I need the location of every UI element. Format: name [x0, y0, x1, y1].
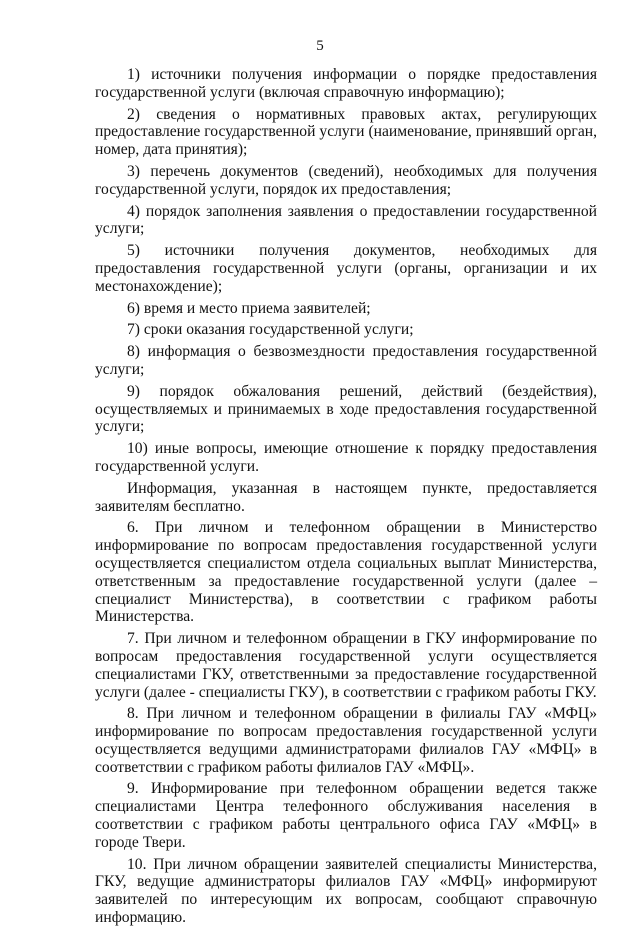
paragraph-clause-6: 6. При личном и телефонном обращении в Министерство информирование по вопросам предоставления государственной услуги осуществляется специалистом отдела социальных выплат Министерства, ответственным за предоставление государственной услуги (далее – специалист Министерства), в соответствии с графиком работы Министерства.	[95, 519, 597, 626]
page-number: 5	[316, 38, 324, 54]
list-item-documents-list: 3) перечень документов (сведений), необходимых для получения государственной услуги, порядок их предоставления;	[95, 162, 597, 198]
list-item-application-form: 4) порядок заполнения заявления о предоставлении государственной услуги;	[95, 202, 597, 238]
paragraph-clause-9: 9. Информирование при телефонном обращении ведется также специалистами Центра телефонного обслуживания населения в соответствии с графиком работы центрального офиса ГАУ «МФЦ» в городе Твери.	[95, 780, 597, 851]
document-body	[95, 66, 597, 931]
list-item-appeal-procedure: 9) порядок обжалования решений, действий (бездействия), осуществляемых и принимаемых в ходе предоставления государственной услуги;	[95, 382, 597, 436]
paragraph-free-info: Информация, указанная в настоящем пункте, предоставляется заявителям бесплатно.	[95, 479, 597, 515]
list-item-reception-time: 6) время и место приема заявителей;	[127, 299, 371, 317]
list-item-service-terms: 7) сроки оказания государственной услуги;	[127, 321, 414, 339]
paragraph-clause-8: 8. При личном и телефонном обращении в филиалы ГАУ «МФЦ» информирование по вопросам предоставления государственной услуги осуществляется ведущими администраторами филиалов ГАУ «МФЦ» в соответствии с графиком работы филиалов ГАУ «МФЦ».	[95, 705, 597, 776]
list-item-legal-acts: 2) сведения о нормативных правовых актах, регулирующих предоставление государственной услуги (наименование, принявший орган, номер, дата принятия);	[95, 105, 597, 159]
list-item-free-of-charge: 8) информация о безвозмездности предоставления государственной услуги;	[95, 343, 597, 378]
paragraph-clause-7: 7. При личном и телефонном обращении в ГКУ информирование по вопросам предоставления государственной услуги осуществляется специалистами ГКУ, ответственными за предоставление государственной услуги (далее - специалисты ГКУ), в соответствии с графиком работы ГКУ.	[95, 630, 597, 701]
paragraph-clause-10: 10. При личном обращении заявителей специалисты Министерства, ГКУ, ведущие администраторы филиалов ГАУ «МФЦ» информируют заявителей по интересующим их вопросам, сообщают справочную информацию.	[95, 855, 597, 927]
list-item-document-sources: 5) источники получения документов, необходимых для предоставления государственной услуги (органы, организации и их местонахождение);	[95, 242, 597, 295]
list-item-info-sources: 1) источники получения информации о порядке предоставления государственной услуги (включая справочную информацию);	[95, 66, 597, 101]
list-item-other-questions: 10) иные вопросы, имеющие отношение к порядку предоставления государственной услуги.	[95, 440, 597, 475]
